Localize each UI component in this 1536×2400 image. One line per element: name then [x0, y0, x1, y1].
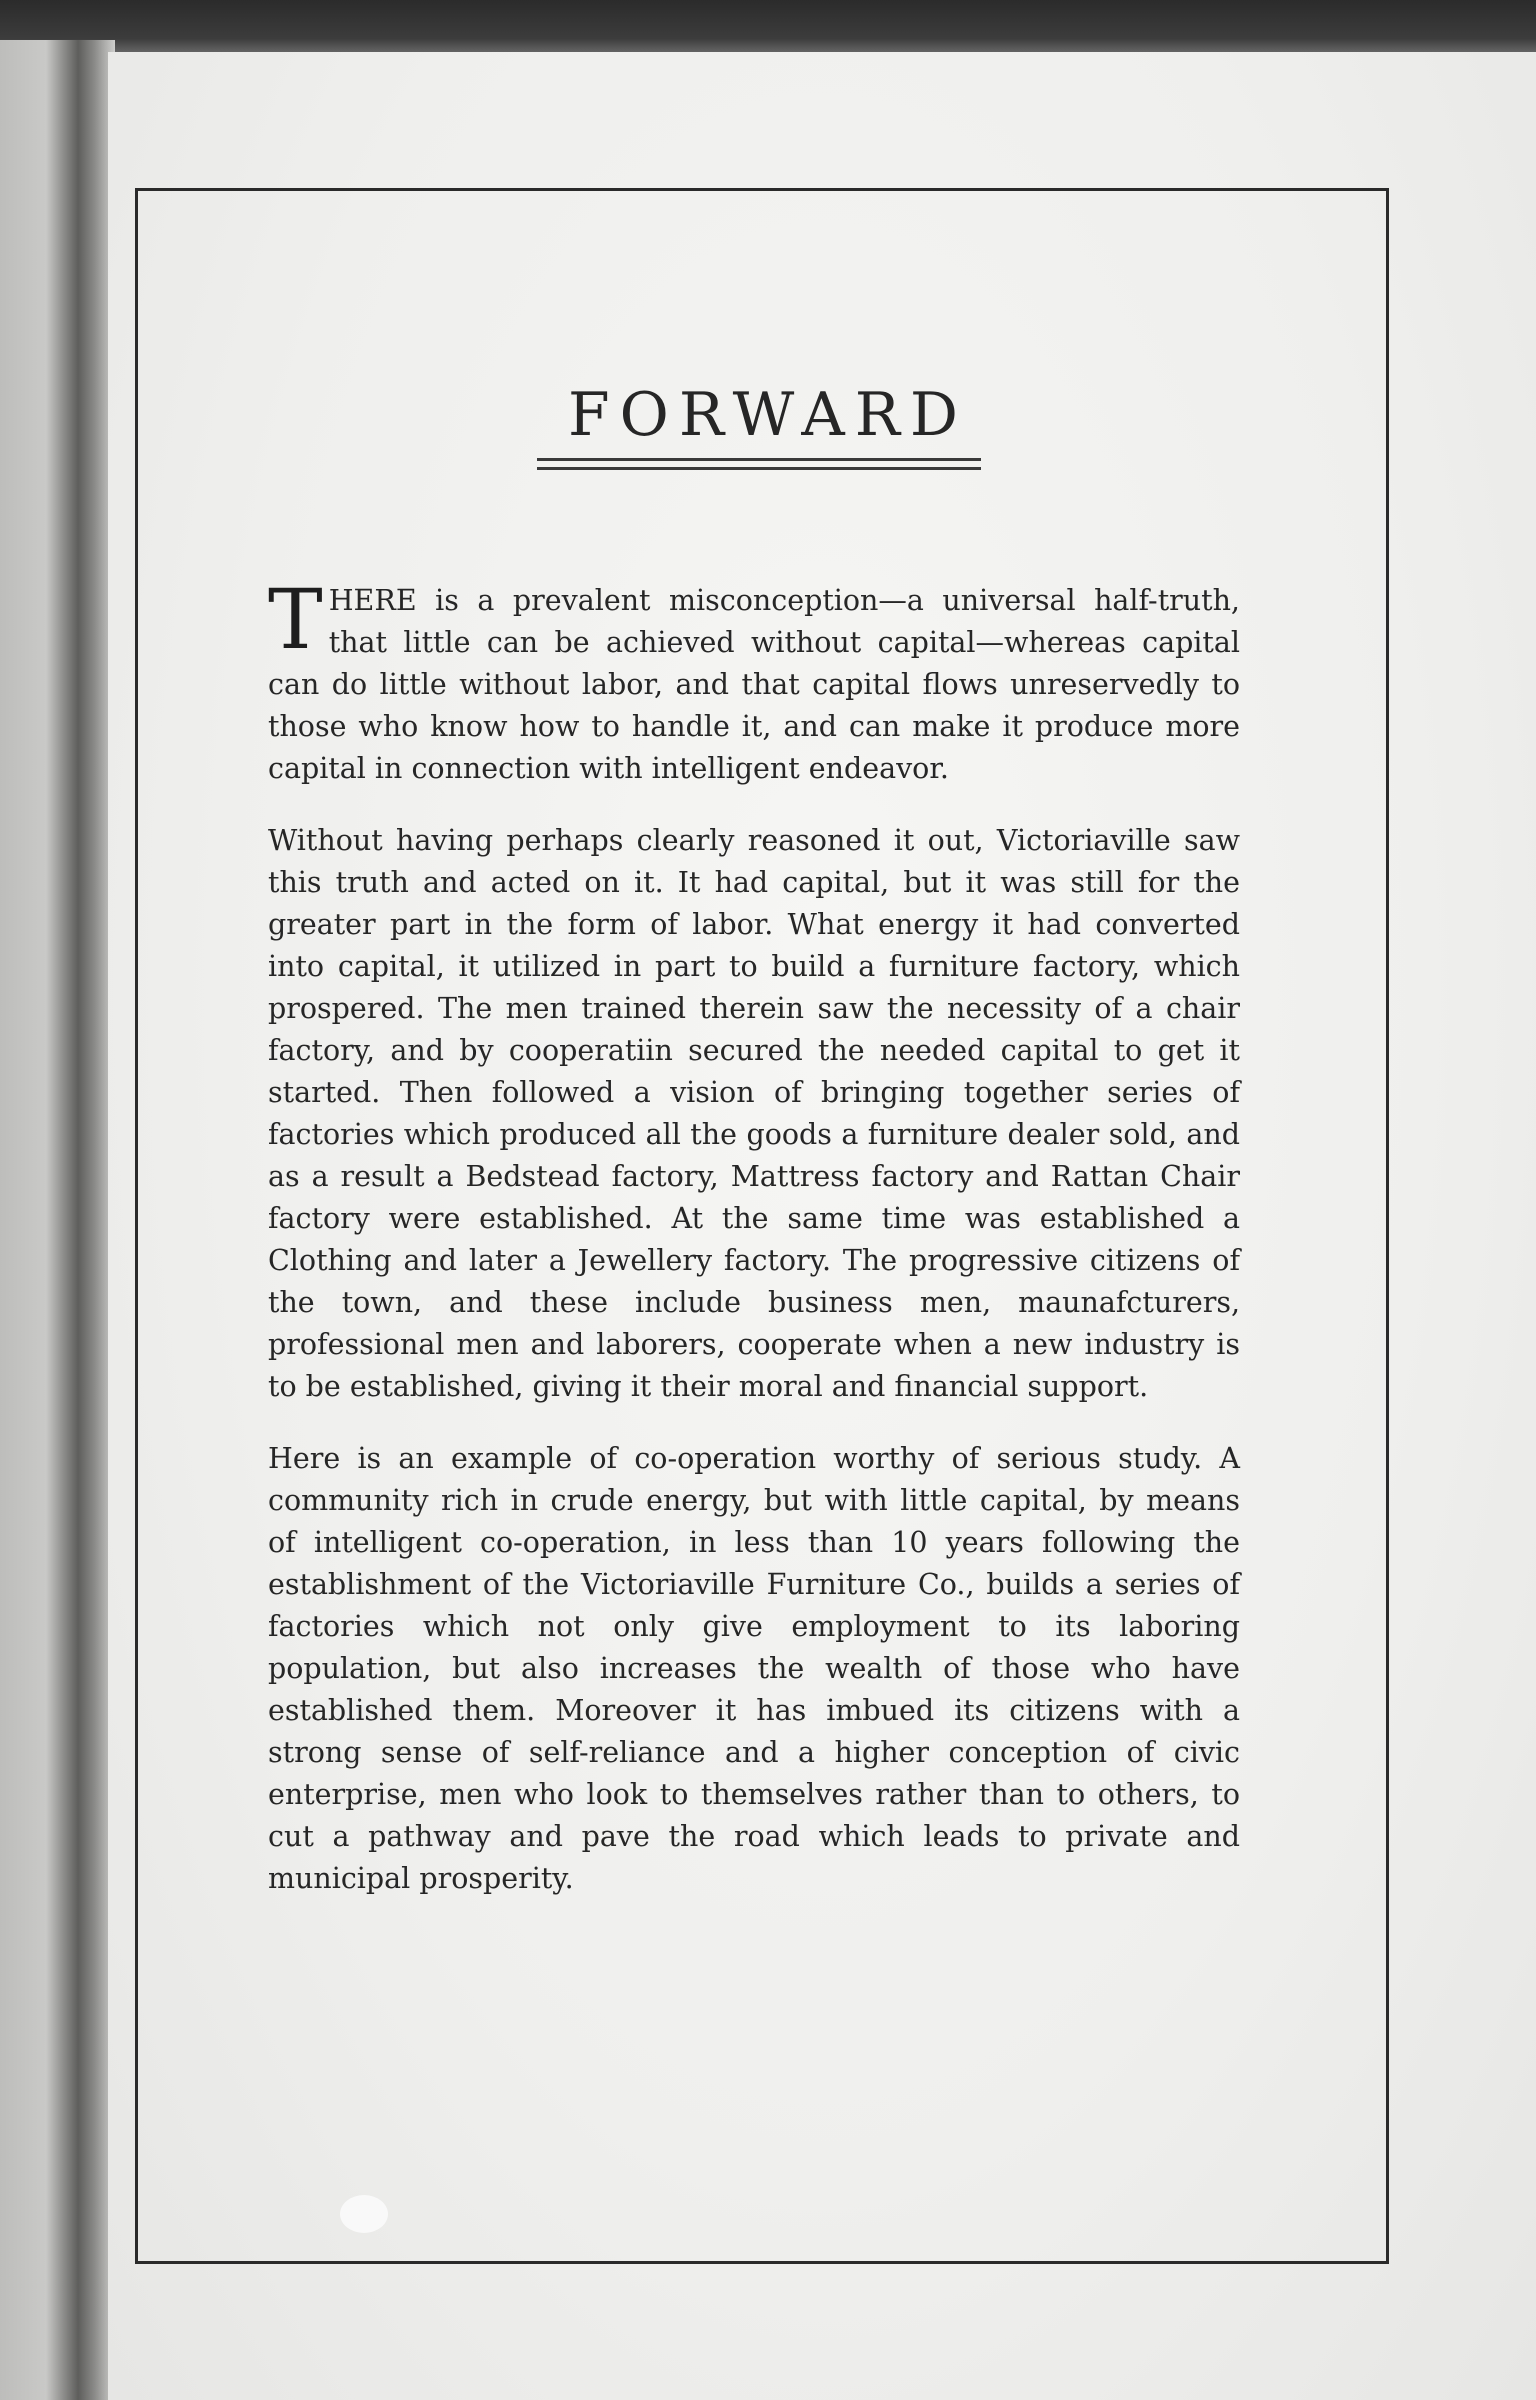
film-top-edge	[0, 0, 1536, 55]
paragraph-3: Here is an example of co-operation worthy of serious study. A community rich in crude energy, but with little capital, by means of intelligent co-operation, in less than 10 years following the establishment of the Victoriaville Furniture Co., builds a series of factories which not only give employment to its laboring population, but also increases the wealth of those who have established them. Moreover it has imbued its citizens with a strong sense of self-reliance and a higher conception of civic enterprise, men who look to themselves rather than to others, to cut a pathway and pave the road which leads to private and municipal prosperity.	[268, 1442, 1240, 1895]
paragraph-2: Without having perhaps clearly reasoned it out, Victoriaville saw this truth and acted on it. It had capital, but it was still for the greater part in the form of labor. What energy it had converted into capital, it utilized in part to build a furniture factory, which prospered. The men trained therein saw the necessity of a chair factory, and by cooperatiin secured the needed capital to get it started. Then followed a vision of bringing together series of factories which produced all the goods a furniture dealer sold, and as a result a Bedstead factory, Mattress factory and Rattan Chair factory were established. At the same time was established a Clothing and later a Jewellery factory. The progressive citizens of the town, and these include business men, maunafcturers, professional men and laborers, cooperate when a new industry is to be established, giving it their moral and financial support.	[268, 824, 1240, 1403]
title-underline-top	[537, 458, 981, 461]
film-smudge	[340, 2195, 388, 2233]
paragraph-1	[268, 573, 1240, 790]
drop-cap: T	[268, 573, 323, 668]
page-title: FORWARD	[568, 380, 968, 450]
body-text	[268, 573, 1240, 1930]
paragraph-1-text: HERE is a prevalent misconception—a universal half-truth, that little can be achieved without capital—whereas capital can do little without labor, and that capital flows unreservedly to those who know how to handle it, and can make it produce more capital in connection with intelligent endeavor.	[268, 584, 1240, 785]
title-underline-bottom	[537, 467, 981, 470]
